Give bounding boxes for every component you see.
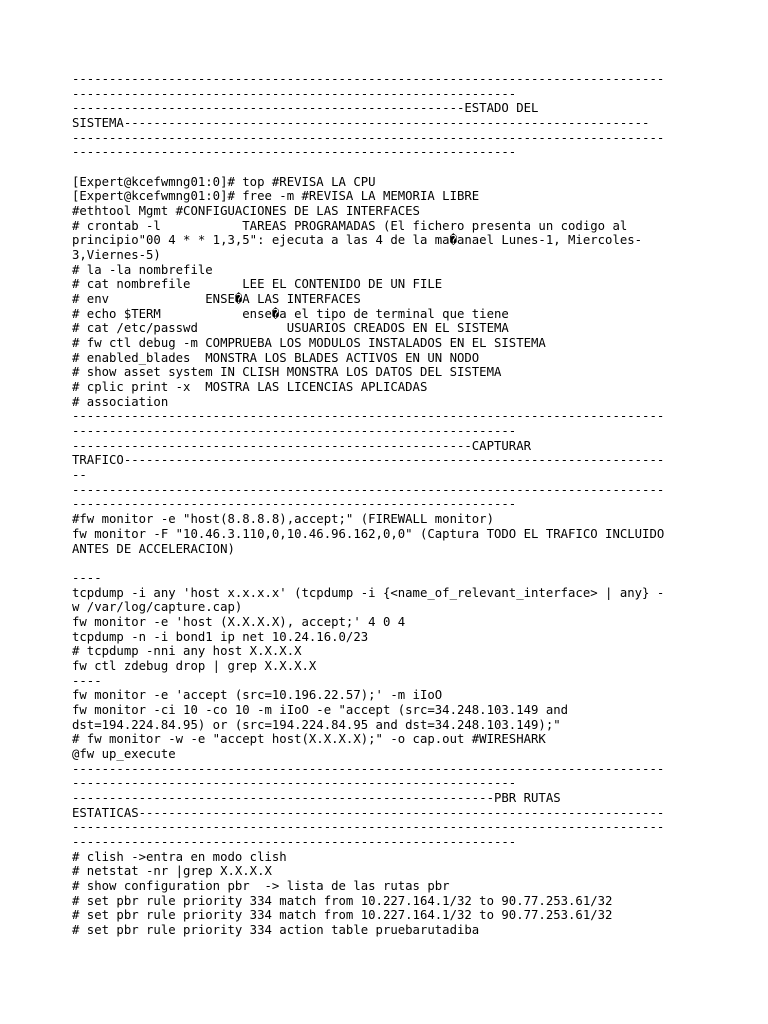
text-line: [Expert@kcefwmng01:0]# free -m #REVISA LA MEMORIA LIBRE bbox=[72, 189, 480, 204]
text-line: # set pbr rule priority 334 match from 10.227.164.1/32 to 90.77.253.61/32 bbox=[72, 908, 613, 923]
text-line: fw monitor -e 'accept (src=10.196.22.57);' -m iIoO bbox=[72, 688, 443, 703]
text-line: SISTEMA----------------------------------------------------------------------- bbox=[72, 116, 650, 131]
text-line: ANTES DE ACCELERACION) bbox=[72, 541, 235, 556]
text-line: # la -la nombrefile bbox=[72, 262, 213, 277]
text-line bbox=[72, 160, 712, 175]
text-line: ------------------------------------------------------------ bbox=[72, 834, 517, 849]
text-line: @fw up_execute bbox=[72, 746, 176, 761]
text-line: [Expert@kcefwmng01:0]# top #REVISA LA CPU bbox=[72, 174, 376, 189]
text-line: # env ENSE�A LAS INTERFACES bbox=[72, 292, 361, 307]
text-line bbox=[72, 556, 712, 571]
text-line: ------------------------------------------------------------ bbox=[72, 145, 517, 160]
text-line: tcpdump -i any 'host x.x.x.x' (tcpdump -i {<name_of_relevant_interface> | any} - bbox=[72, 585, 665, 600]
text-line: # set pbr rule priority 334 match from 10.227.164.1/32 to 90.77.253.61/32 bbox=[72, 893, 613, 908]
text-line: # cat /etc/passwd USUARIOS CREADOS EN EL SISTEMA bbox=[72, 321, 509, 336]
text-line: 3,Viernes-5) bbox=[72, 248, 161, 263]
text-line: -------------------------------------------------------------------------------- bbox=[72, 130, 665, 145]
text-line: -------------------------------------------------------------------------------- bbox=[72, 761, 665, 776]
text-line: fw ctl zdebug drop | grep X.X.X.X bbox=[72, 658, 317, 673]
text-line: # netstat -nr |grep X.X.X.X bbox=[72, 864, 272, 879]
text-line: # enabled_blades MONSTRA LOS BLADES ACTIVOS EN UN NODO bbox=[72, 350, 480, 365]
text-line: ------------------------------------------------------CAPTURAR bbox=[72, 438, 532, 453]
text-line: # show asset system IN CLISH MONSTRA LOS DATOS DEL SISTEMA bbox=[72, 365, 502, 380]
text-line: ------------------------------------------------------------ bbox=[72, 776, 517, 791]
text-line: ------------------------------------------------------------ bbox=[72, 497, 517, 512]
text-line: tcpdump -n -i bond1 ip net 10.24.16.0/23 bbox=[72, 629, 369, 644]
text-line: -- bbox=[72, 468, 87, 483]
text-line: ---- bbox=[72, 570, 102, 585]
text-line: dst=194.224.84.95) or (src=194.224.84.95 and dst=34.248.103.149);" bbox=[72, 717, 561, 732]
text-line: # fw ctl debug -m COMPRUEBA LOS MODULOS INSTALADOS EN EL SISTEMA bbox=[72, 336, 546, 351]
text-line: #fw monitor -e "host(8.8.8.8),accept;" (FIREWALL monitor) bbox=[72, 512, 494, 527]
text-line: # cat nombrefile LEE EL CONTENIDO DE UN FILE bbox=[72, 277, 443, 292]
text-line: # association bbox=[72, 394, 169, 409]
text-line: # show configuration pbr -> lista de las rutas pbr bbox=[72, 878, 450, 893]
text-line: #ethtool Mgmt #CONFIGUACIONES DE LAS INTERFACES bbox=[72, 204, 420, 219]
text-line: ------------------------------------------------------------ bbox=[72, 86, 517, 101]
text-line: # cplic print -x MOSTRA LAS LICENCIAS APLICADAS bbox=[72, 380, 428, 395]
text-line: ------------------------------------------------------------ bbox=[72, 424, 517, 439]
text-line: -------------------------------------------------------------------------------- bbox=[72, 409, 665, 424]
text-line: TRAFICO------------------------------------------------------------------------- bbox=[72, 453, 665, 468]
text-line: # set pbr rule priority 334 action table pruebarutadiba bbox=[72, 922, 480, 937]
text-line: -----------------------------------------------------ESTADO DEL bbox=[72, 101, 539, 116]
text-line: # crontab -l TAREAS PROGRAMADAS (El fichero presenta un codigo al bbox=[72, 218, 628, 233]
text-line: principio"00 4 * * 1,3,5": ejecuta a las 4 de la ma�anael Lunes-1, Miercoles- bbox=[72, 233, 643, 248]
text-line: fw monitor -ci 10 -co 10 -m iIoO -e "accept (src=34.248.103.149 and bbox=[72, 702, 569, 717]
text-line: # tcpdump -nni any host X.X.X.X bbox=[72, 644, 302, 659]
text-line: fw monitor -e 'host (X.X.X.X), accept;' 4 0 4 bbox=[72, 614, 406, 629]
text-line: -------------------------------------------------------------------------------- bbox=[72, 482, 665, 497]
text-line: # fw monitor -w -e "accept host(X.X.X.X);" -o cap.out #WIRESHARK bbox=[72, 732, 546, 747]
text-line: fw monitor -F "10.46.3.110,0,10.46.96.162,0,0" (Captura TODO EL TRAFICO INCLUIDO bbox=[72, 526, 665, 541]
text-line: ---- bbox=[72, 673, 102, 688]
document-text-body bbox=[72, 72, 712, 938]
text-line: ---------------------------------------------------------PBR RUTAS bbox=[72, 790, 561, 805]
text-line: w /var/log/capture.cap) bbox=[72, 600, 243, 615]
text-line: # clish ->entra en modo clish bbox=[72, 849, 287, 864]
text-line: # echo $TERM ense�a el tipo de terminal que tiene bbox=[72, 306, 509, 321]
text-line: ESTATICAS----------------------------------------------------------------------- bbox=[72, 805, 665, 820]
text-line: -------------------------------------------------------------------------------- bbox=[72, 820, 665, 835]
text-line: -------------------------------------------------------------------------------- bbox=[72, 72, 665, 86]
